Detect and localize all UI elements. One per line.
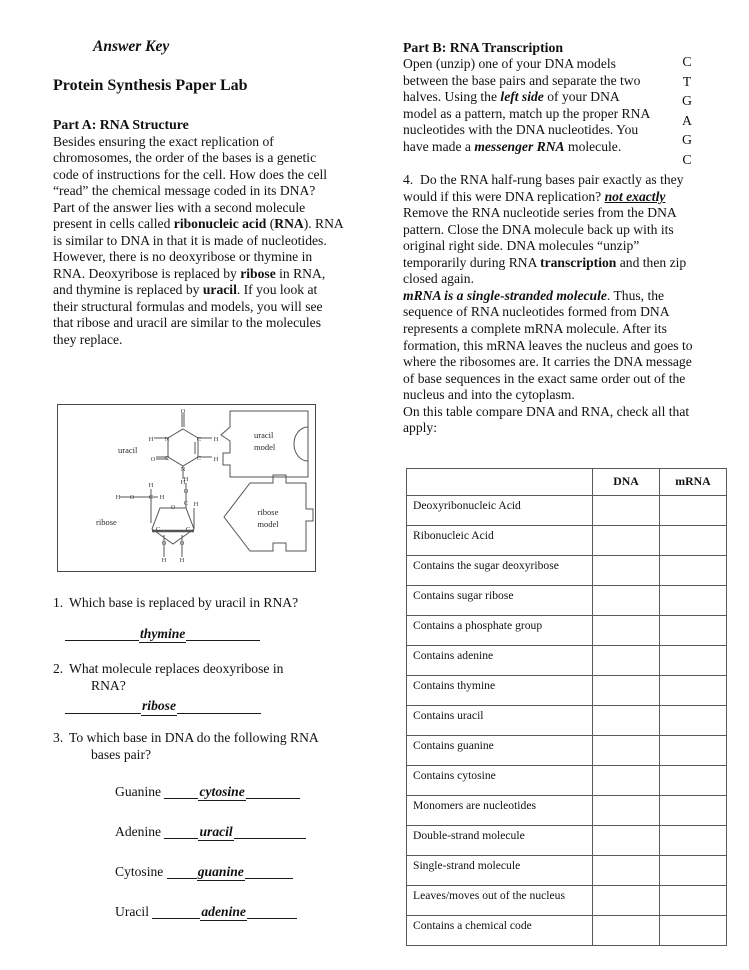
table-row <box>407 586 727 616</box>
table-row <box>407 556 727 586</box>
atom-label-c: C <box>185 526 191 533</box>
base-pair-answer: uracil <box>199 824 233 839</box>
atom-label-o: O <box>183 488 189 495</box>
text-fragment: ). RNA is similar to DNA in that it is made of nucleotides. However, there is no deoxyribose or thymine in RNA. Deoxyribose is replaced by <box>53 216 343 281</box>
base-pair-label: Uracil <box>115 904 149 919</box>
blank-rule <box>186 624 260 642</box>
text-fragment: in RNA, and thymine is replaced by <box>53 265 326 298</box>
question-1-answer-line <box>53 624 353 644</box>
table-row <box>407 676 727 706</box>
part-b-paragraph-3 <box>403 288 699 404</box>
blank-rule <box>245 862 293 879</box>
question-2-answer: ribose <box>141 698 177 716</box>
table-cell-mrna-checkbox[interactable] <box>660 706 727 736</box>
table-cell-mrna-checkbox[interactable] <box>660 526 727 556</box>
part-b-heading: Part B: RNA Transcription <box>403 40 564 55</box>
figure-label-uracil-model-line2: model <box>254 442 276 452</box>
table-cell-label: Leaves/moves out of the nucleus <box>407 886 593 916</box>
part-a-paragraph-2 <box>53 200 345 349</box>
table-body <box>407 496 727 946</box>
question-1-prompt: Which base is replaced by uracil in RNA? <box>69 595 299 610</box>
base-pair-answer: adenine <box>201 904 246 919</box>
atom-label-c: C <box>183 500 189 507</box>
dna-base: T <box>682 73 692 89</box>
table-cell-label: Contains guanine <box>407 736 593 766</box>
table-cell-dna-checkbox[interactable] <box>593 676 660 706</box>
atom-label-c: C <box>148 494 154 501</box>
term-ribonucleic-acid: ribonucleic acid <box>173 216 267 232</box>
blank-rule <box>167 862 197 879</box>
atom-label-h: H <box>161 557 167 564</box>
question-4-prompt: Do the RNA half-rung bases pair exactly as they would if this were DNA replication? <box>403 172 684 204</box>
blank-rule <box>177 696 261 714</box>
part-b-paragraph-2 <box>403 205 699 288</box>
base-pair-answer: cytosine <box>199 784 245 799</box>
atom-label-o: O <box>180 408 186 415</box>
table-cell-mrna-checkbox[interactable] <box>660 616 727 646</box>
question-2-answer-line <box>53 696 353 716</box>
atom-label-o: O <box>150 456 156 463</box>
text-fragment: of your DNA model as a pattern, match up the proper RNA nucleotides with the DNA nucleotides. You have made a <box>403 89 650 154</box>
table-row <box>407 646 727 676</box>
atom-label-n: N <box>180 466 186 473</box>
table-cell-label: Contains cytosine <box>407 766 593 796</box>
table-cell-label: Deoxyribonucleic Acid <box>407 496 593 526</box>
question-3-continuation: bases pair? <box>91 746 152 762</box>
question-2-continuation: RNA? <box>91 677 126 693</box>
question-2-number: 2. <box>53 661 64 676</box>
base-pair-row-uracil <box>115 902 297 921</box>
question-4-answer: not exactly <box>604 188 666 204</box>
base-pair-label: Adenine <box>115 824 162 839</box>
dna-base: G <box>682 93 692 109</box>
table-cell-mrna-checkbox[interactable] <box>660 676 727 706</box>
text-fragment: . If you look at their structural formulas and models, you will see that ribose and uracil are similar to the molecules they replace. <box>53 282 323 347</box>
atom-label-o: O <box>161 540 167 547</box>
table-cell-mrna-checkbox[interactable] <box>660 856 727 886</box>
dna-mrna-comparison-table <box>406 468 727 946</box>
atom-label-h: H <box>180 479 186 486</box>
atom-label-h: H <box>193 501 199 508</box>
table-cell-dna-checkbox[interactable] <box>593 586 660 616</box>
text-fragment: molecule. <box>564 138 622 154</box>
table-cell-label: Contains thymine <box>407 676 593 706</box>
table-cell-dna-checkbox[interactable] <box>593 766 660 796</box>
table-cell-label: Single-strand molecule <box>407 856 593 886</box>
atom-label-c: C <box>164 455 170 462</box>
dna-base: C <box>682 151 692 167</box>
part-b-paragraph-1 <box>403 56 655 155</box>
table-row <box>407 616 727 646</box>
base-pair-label: Guanine <box>115 784 162 799</box>
atom-label-c: C <box>155 526 161 533</box>
atom-label-h: H <box>159 494 165 501</box>
part-a-heading: Part A: RNA Structure <box>53 117 189 133</box>
atom-label-h: H <box>115 494 121 501</box>
question-1-answer: thymine <box>139 626 186 644</box>
blank-rule <box>164 782 198 799</box>
atom-label-h: H <box>179 557 185 564</box>
blank-rule <box>65 696 141 714</box>
table-row <box>407 496 727 526</box>
text-fragment: . Thus, the sequence of RNA nucleotides formed from DNA represents a complete mRNA molecule. After its formation, this mRNA leaves the nucleus and goes to where the ribosomes are. It carries the DNA message of base sequences in the exact same order out of the nucleus and into the cytoplasm. <box>403 287 693 403</box>
question-1-text <box>53 595 353 612</box>
text-fragment: Remove the RNA nucleotide series from the DNA pattern. Close the DNA molecule back up with its original right side. DNA molecules “unzip” temporarily during RNA <box>403 205 676 270</box>
blank-rule <box>164 822 198 839</box>
question-1 <box>53 595 353 643</box>
blank-rule <box>152 902 200 919</box>
table-cell-mrna-checkbox[interactable] <box>660 766 727 796</box>
table-row <box>407 886 727 916</box>
table-row <box>407 736 727 766</box>
atom-label-o: O <box>179 540 185 547</box>
table-cell-label: Contains a chemical code <box>407 916 593 946</box>
table-cell-mrna-checkbox[interactable] <box>660 496 727 526</box>
table-row <box>407 706 727 736</box>
atom-label-c: C <box>196 455 202 462</box>
atom-label-h: H <box>183 476 189 483</box>
table-row <box>407 526 727 556</box>
question-2-text <box>53 661 353 678</box>
atom-label-h: H <box>213 436 219 443</box>
emphasis-mrna-single-stranded: mRNA is a single-stranded molecule <box>403 287 607 303</box>
question-2-prompt: What molecule replaces deoxyribose in <box>69 661 284 676</box>
atom-label-n: N <box>164 436 170 443</box>
base-pair-row-adenine <box>115 822 306 841</box>
atom-label-h: H <box>213 456 219 463</box>
table-cell-dna-checkbox[interactable] <box>593 646 660 676</box>
table-cell-mrna-checkbox[interactable] <box>660 586 727 616</box>
figure-label-uracil-model-line1: uracil <box>254 430 274 440</box>
base-pair-label: Cytosine <box>115 864 164 879</box>
dna-sequence-column <box>677 52 697 169</box>
question-2 <box>53 661 353 716</box>
question-1-number: 1. <box>53 595 64 610</box>
molecule-figure <box>57 404 316 572</box>
table-cell-label: Contains a phosphate group <box>407 616 593 646</box>
table-header-row <box>407 469 727 496</box>
question-3 <box>53 730 353 763</box>
table-cell-dna-checkbox[interactable] <box>593 796 660 826</box>
table-cell-label: Ribonucleic Acid <box>407 526 593 556</box>
table-cell-dna-checkbox[interactable] <box>593 736 660 766</box>
text-fragment: and then zip closed again. <box>403 254 687 287</box>
table-cell-dna-checkbox[interactable] <box>593 556 660 586</box>
table-cell-label: Contains adenine <box>407 646 593 676</box>
table-row <box>407 766 727 796</box>
table-cell-label: Monomers are nucleotides <box>407 796 593 826</box>
question-3-prompt: To which base in DNA do the following RNA <box>69 730 319 745</box>
blank-rule <box>65 624 139 642</box>
header-mrna: mRNA <box>660 469 727 496</box>
table-cell-mrna-checkbox[interactable] <box>660 556 727 586</box>
question-4-number: 4. <box>403 172 414 188</box>
question-3-text <box>53 730 353 747</box>
table-cell-dna-checkbox[interactable] <box>593 856 660 886</box>
table-cell-dna-checkbox[interactable] <box>593 526 660 556</box>
atom-label-h: H <box>148 436 154 443</box>
blank-rule <box>247 902 297 919</box>
table-header <box>407 469 727 496</box>
header-dna: DNA <box>593 469 660 496</box>
table-intro-text: On this table compare DNA and RNA, check all that apply: <box>403 403 690 436</box>
table-row <box>407 796 727 826</box>
table-cell-dna-checkbox[interactable] <box>593 826 660 856</box>
figure-label-uracil: uracil <box>118 445 138 455</box>
table-row <box>407 856 727 886</box>
table-cell-mrna-checkbox[interactable] <box>660 916 727 946</box>
term-rna: RNA <box>274 216 304 232</box>
dna-base: A <box>682 112 692 128</box>
left-column <box>53 38 345 348</box>
part-a-paragraph-1: Besides ensuring the exact replication of chromosomes, the order of the bases is a genetic code of instructions for the cell. How does the cell “read” the chemical message coded in its DNA? <box>53 133 328 199</box>
part-b-question-4 <box>403 172 699 205</box>
atom-label-c: C <box>196 436 202 443</box>
term-uracil: uracil <box>202 282 237 298</box>
table-cell-mrna-checkbox[interactable] <box>660 646 727 676</box>
table-cell-dna-checkbox[interactable] <box>593 496 660 526</box>
text-fragment: ( <box>266 216 275 232</box>
table-cell-label: Contains the sugar deoxyribose <box>407 556 593 586</box>
table-cell-mrna-checkbox[interactable] <box>660 796 727 826</box>
term-ribose: ribose <box>240 265 276 281</box>
answer-key-label: Answer Key <box>93 38 170 55</box>
table-row <box>407 916 727 946</box>
text-fragment: Open (unzip) one of your DNA models between the base pairs and separate the two halves. Using the <box>403 56 641 105</box>
atom-label-h: H <box>148 482 154 489</box>
emphasis-left-side: left side <box>500 89 544 105</box>
question-3-number: 3. <box>53 730 64 745</box>
atom-label-o: O <box>170 504 176 511</box>
table-cell-mrna-checkbox[interactable] <box>660 886 727 916</box>
figure-label-ribose: ribose <box>96 517 117 527</box>
page-title: Protein Synthesis Paper Lab <box>53 77 248 95</box>
blank-rule <box>246 782 300 799</box>
base-pair-row-guanine <box>115 782 300 801</box>
text-fragment: Part of the answer lies with a second molecule present in cells called <box>53 199 306 232</box>
header-blank <box>407 469 593 496</box>
figure-label-ribose-model-line2: model <box>257 519 279 529</box>
table-row <box>407 826 727 856</box>
table-cell-dna-checkbox[interactable] <box>593 916 660 946</box>
figure-label-ribose-model-line1: ribose <box>257 507 279 517</box>
emphasis-messenger-rna: messenger RNA <box>474 138 565 154</box>
term-transcription: transcription <box>540 254 617 270</box>
dna-base: G <box>682 132 692 148</box>
table-cell-mrna-checkbox[interactable] <box>660 736 727 766</box>
dna-base: C <box>682 54 692 69</box>
table-cell-label: Contains uracil <box>407 706 593 736</box>
table-cell-dna-checkbox[interactable] <box>593 706 660 736</box>
table-cell-label: Double-strand molecule <box>407 826 593 856</box>
molecule-diagram-svg <box>58 405 315 571</box>
uracil-model-notch <box>294 427 308 461</box>
blank-rule <box>234 822 306 839</box>
base-pair-row-cytosine <box>115 862 293 881</box>
table-cell-dna-checkbox[interactable] <box>593 886 660 916</box>
table-cell-label: Contains sugar ribose <box>407 586 593 616</box>
right-column <box>403 40 699 437</box>
table-cell-mrna-checkbox[interactable] <box>660 826 727 856</box>
atom-label-o: O <box>129 494 135 501</box>
table-cell-dna-checkbox[interactable] <box>593 616 660 646</box>
base-pair-answer: guanine <box>197 864 244 879</box>
